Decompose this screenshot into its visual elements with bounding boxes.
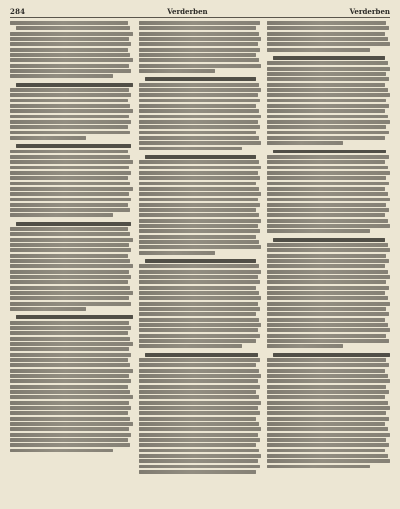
text-line	[10, 232, 130, 236]
text-line	[10, 427, 129, 431]
text-line	[10, 42, 131, 46]
text-line	[10, 390, 130, 394]
text-line	[267, 182, 388, 186]
text-line	[10, 48, 128, 52]
text-line	[139, 213, 259, 217]
text-line	[267, 443, 388, 447]
text-line	[10, 443, 130, 447]
text-line	[267, 259, 388, 263]
text-line	[10, 248, 131, 252]
text-line	[10, 385, 128, 389]
text-line	[267, 203, 386, 207]
text-line	[139, 88, 262, 92]
text-line	[10, 99, 128, 103]
text-line	[139, 160, 259, 164]
text-line	[139, 344, 242, 348]
text-line	[267, 176, 386, 180]
text-line	[10, 125, 128, 129]
text-line	[267, 411, 386, 415]
text-line	[267, 166, 387, 170]
text-line	[10, 104, 130, 108]
text-line	[10, 21, 128, 25]
text-line	[139, 323, 262, 327]
text-line	[10, 150, 128, 154]
text-line	[267, 449, 385, 453]
text-line	[16, 144, 131, 148]
text-line	[267, 42, 390, 46]
text-line	[10, 238, 133, 242]
text-line	[267, 422, 385, 426]
text-line	[267, 254, 386, 258]
text-line	[267, 270, 387, 274]
text-line	[10, 187, 133, 191]
text-line	[267, 37, 387, 41]
text-line	[139, 198, 258, 202]
text-line	[267, 438, 386, 442]
text-line	[139, 374, 262, 378]
text-line	[10, 109, 133, 113]
text-line	[139, 58, 259, 62]
text-line	[139, 328, 258, 332]
text-line	[139, 203, 260, 207]
text-line	[10, 302, 131, 306]
text-line	[10, 422, 133, 426]
text-line	[145, 353, 258, 357]
text-line	[139, 417, 257, 421]
text-line	[10, 275, 131, 279]
text-line	[267, 99, 386, 103]
text-line	[139, 280, 260, 284]
text-line	[10, 213, 113, 217]
text-line	[273, 353, 390, 357]
text-line	[139, 245, 262, 249]
text-line	[139, 459, 258, 463]
text-line	[10, 58, 133, 62]
text-line	[10, 243, 129, 247]
text-line	[10, 198, 131, 202]
text-line	[139, 53, 257, 57]
text-line	[267, 307, 386, 311]
text-line	[267, 213, 385, 217]
text-line	[267, 120, 390, 124]
text-line	[139, 104, 257, 108]
text-line	[267, 67, 390, 71]
text-line	[267, 427, 387, 431]
text-line	[139, 176, 260, 180]
running-head-left: Verderben	[167, 6, 208, 16]
text-line	[10, 270, 129, 274]
text-line	[267, 104, 388, 108]
text-line	[145, 77, 257, 81]
text-line	[273, 56, 385, 60]
text-line	[10, 176, 128, 180]
text-line	[267, 88, 387, 92]
text-line	[139, 131, 257, 135]
text-line	[139, 454, 262, 458]
text-line	[267, 379, 390, 383]
text-line	[267, 406, 390, 410]
text-line	[267, 401, 387, 405]
text-line	[267, 417, 388, 421]
text-line	[267, 243, 387, 247]
text-line	[267, 275, 390, 279]
text-line	[139, 312, 257, 316]
text-line	[267, 286, 388, 290]
text-line	[10, 291, 133, 295]
text-line	[267, 208, 388, 212]
text-line	[139, 307, 260, 311]
text-line	[10, 363, 130, 367]
text-line	[10, 166, 129, 170]
text-line	[139, 363, 257, 367]
text-line	[139, 136, 259, 140]
text-line	[267, 32, 385, 36]
text-line	[139, 171, 258, 175]
text-line	[10, 411, 128, 415]
text-line	[267, 433, 390, 437]
text-line	[267, 198, 390, 202]
text-line	[139, 334, 260, 338]
text-line	[139, 115, 262, 119]
header-rule	[10, 17, 390, 18]
text-line	[267, 160, 385, 164]
text-line	[267, 358, 386, 362]
text-line	[10, 69, 131, 73]
text-line	[10, 203, 128, 207]
text-line	[139, 411, 260, 415]
text-line	[267, 312, 388, 316]
text-line	[10, 93, 131, 97]
text-line	[10, 307, 86, 311]
text-line	[267, 323, 387, 327]
text-line	[267, 77, 388, 81]
text-line	[16, 222, 131, 226]
text-line	[10, 353, 131, 357]
text-column-3	[267, 21, 390, 503]
text-line	[10, 227, 128, 231]
text-line	[139, 219, 262, 223]
text-line	[10, 280, 128, 284]
text-line	[139, 42, 258, 46]
text-line	[139, 358, 260, 362]
text-line	[10, 369, 133, 373]
text-line	[267, 171, 390, 175]
text-line	[10, 438, 128, 442]
text-line	[139, 187, 259, 191]
text-line	[10, 286, 130, 290]
text-line	[267, 385, 386, 389]
text-line	[267, 61, 387, 65]
text-line	[139, 433, 258, 437]
text-line	[139, 120, 258, 124]
text-line	[139, 296, 262, 300]
text-line	[139, 286, 257, 290]
text-columns	[10, 21, 390, 503]
text-line	[139, 275, 258, 279]
text-line	[267, 264, 385, 268]
text-line	[139, 443, 257, 447]
text-line	[145, 155, 257, 159]
text-line	[267, 187, 385, 191]
text-line	[139, 99, 260, 103]
text-line	[10, 171, 131, 175]
text-line	[10, 417, 130, 421]
text-line	[267, 26, 388, 30]
text-line	[10, 433, 131, 437]
text-line	[10, 401, 129, 405]
text-line	[139, 208, 257, 212]
text-line	[139, 449, 259, 453]
text-line	[139, 385, 260, 389]
text-line	[10, 259, 130, 263]
text-line	[10, 74, 113, 78]
text-line	[139, 318, 259, 322]
text-line	[267, 465, 370, 469]
text-line	[10, 374, 129, 378]
text-line	[145, 259, 257, 263]
text-line	[10, 296, 129, 300]
text-line	[10, 120, 131, 124]
text-line	[267, 131, 388, 135]
text-line	[10, 115, 129, 119]
text-line	[10, 321, 129, 325]
text-line	[267, 318, 385, 322]
running-head-right: Verderben	[349, 6, 390, 16]
text-line	[139, 379, 258, 383]
text-line	[10, 347, 129, 351]
text-line	[267, 302, 390, 306]
text-line	[139, 147, 242, 151]
text-line	[139, 192, 262, 196]
text-line	[267, 328, 390, 332]
text-line	[10, 192, 129, 196]
text-line	[139, 427, 262, 431]
text-line	[139, 401, 262, 405]
text-line	[267, 115, 387, 119]
text-line	[267, 459, 390, 463]
text-line	[139, 465, 260, 469]
text-line	[139, 141, 262, 145]
text-line	[267, 83, 385, 87]
text-line	[10, 64, 129, 68]
text-line	[139, 270, 262, 274]
text-line	[10, 358, 128, 362]
text-line	[16, 315, 133, 319]
text-line	[267, 296, 387, 300]
text-line	[139, 422, 259, 426]
text-line	[139, 240, 259, 244]
text-line	[10, 53, 130, 57]
text-line	[10, 337, 130, 341]
text-line	[267, 48, 370, 52]
text-line	[267, 339, 388, 343]
text-line	[10, 449, 113, 453]
text-line	[10, 182, 130, 186]
text-line	[10, 208, 130, 212]
text-line	[267, 136, 385, 140]
text-line	[10, 160, 133, 164]
text-line	[267, 454, 387, 458]
text-line	[10, 37, 129, 41]
text-line	[139, 251, 215, 255]
text-line	[139, 93, 258, 97]
text-line	[267, 291, 385, 295]
text-line	[139, 125, 260, 129]
text-line	[267, 192, 387, 196]
text-column-2	[139, 21, 262, 503]
text-line	[10, 326, 131, 330]
text-line	[267, 219, 387, 223]
text-line	[139, 32, 259, 36]
text-line	[10, 136, 86, 140]
text-line	[267, 344, 343, 348]
text-line	[267, 109, 385, 113]
text-line	[139, 395, 259, 399]
text-line	[139, 264, 259, 268]
text-line	[10, 406, 131, 410]
text-line	[267, 334, 386, 338]
text-line	[139, 37, 262, 41]
text-line	[139, 166, 262, 170]
text-line	[10, 88, 129, 92]
text-line	[139, 21, 260, 25]
text-line	[16, 26, 130, 30]
text-line	[273, 150, 386, 154]
text-line	[139, 470, 257, 474]
text-line	[267, 229, 370, 233]
text-line	[139, 235, 257, 239]
text-line	[10, 131, 130, 135]
text-line	[267, 141, 343, 145]
text-line	[10, 254, 128, 258]
text-line	[10, 379, 131, 383]
text-line	[139, 224, 258, 228]
text-column-1	[10, 21, 133, 503]
text-line	[139, 48, 260, 52]
text-line	[10, 395, 133, 399]
text-line	[267, 363, 388, 367]
text-line	[139, 302, 258, 306]
text-line	[267, 93, 390, 97]
text-line	[139, 26, 257, 30]
text-line	[267, 248, 390, 252]
text-line	[139, 369, 259, 373]
text-line	[267, 280, 386, 284]
text-line	[139, 182, 257, 186]
text-line	[273, 238, 385, 242]
text-line	[10, 264, 133, 268]
text-line	[10, 331, 128, 335]
text-line	[139, 83, 259, 87]
text-line	[10, 32, 133, 36]
text-line	[267, 125, 386, 129]
text-line	[267, 395, 385, 399]
text-line	[139, 438, 260, 442]
text-line	[139, 406, 258, 410]
text-line	[139, 69, 215, 73]
text-line	[267, 72, 386, 76]
text-line	[267, 224, 390, 228]
text-line	[139, 64, 262, 68]
text-line	[139, 339, 257, 343]
text-line	[267, 369, 385, 373]
page-header	[10, 6, 390, 16]
text-line	[139, 229, 260, 233]
text-line	[267, 390, 388, 394]
text-line	[139, 109, 259, 113]
text-line	[10, 342, 133, 346]
text-line	[267, 374, 387, 378]
page-number: 284	[10, 6, 26, 16]
text-line	[139, 390, 257, 394]
text-line	[267, 155, 388, 159]
text-line	[267, 21, 386, 25]
text-line	[10, 155, 130, 159]
text-line	[139, 291, 259, 295]
text-line	[16, 83, 133, 87]
